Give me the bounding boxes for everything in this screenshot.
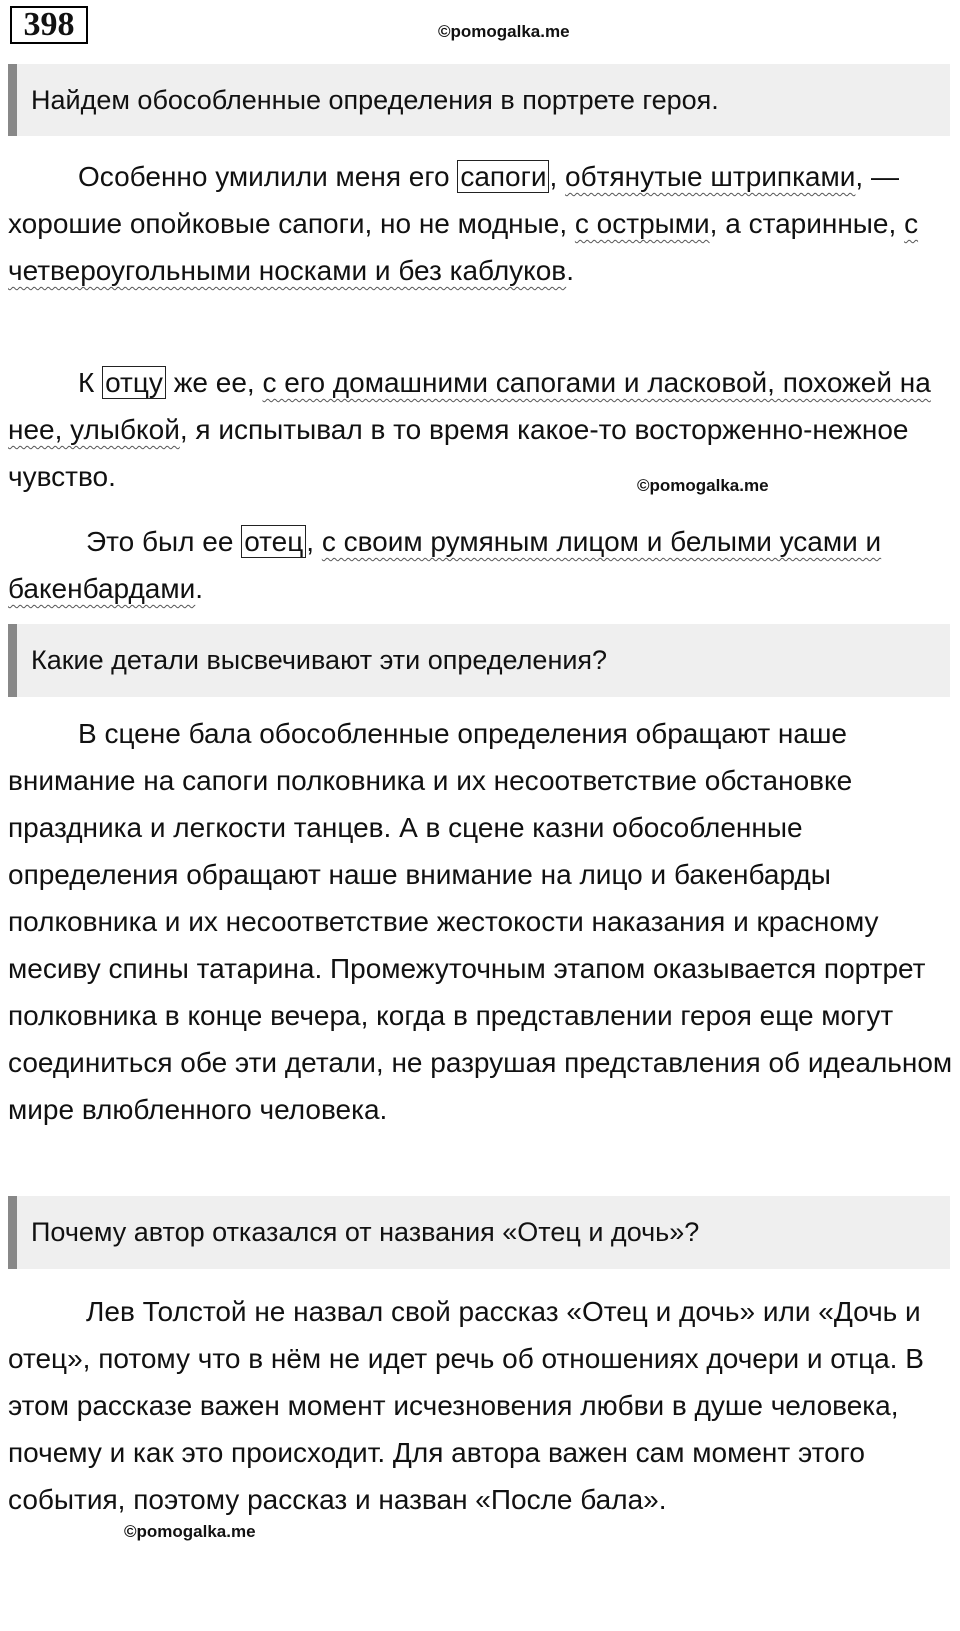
boxed-word: сапоги bbox=[457, 160, 549, 193]
boxed-word: отец bbox=[241, 525, 306, 558]
text-span: же ее, bbox=[165, 367, 263, 398]
isolated-definition: с четвероугольными носками и без каблуков bbox=[8, 208, 919, 286]
question-3-text: Почему автор отказался от названия «Отец и дочь»? bbox=[31, 1217, 700, 1247]
text-span: Особенно умилили меня его bbox=[78, 161, 458, 192]
isolated-definition: с острыми bbox=[574, 208, 710, 239]
isolated-definition: с его домашними сапогами и ласковой, похожей на нее, улыбкой bbox=[8, 367, 931, 445]
text-span: . bbox=[195, 573, 204, 604]
question-1-text: Найдем обособленные определения в портрете героя. bbox=[31, 84, 719, 115]
quote-paragraph-2 bbox=[8, 359, 954, 500]
watermark: ©pomogalka.me bbox=[124, 1522, 256, 1541]
text-span: Это был ее bbox=[86, 526, 242, 557]
isolated-definition: с своим румяным лицом и белыми усами и бакенбардами bbox=[8, 526, 882, 604]
question-3 bbox=[8, 1196, 950, 1269]
text-span: , а старинные, bbox=[709, 208, 905, 239]
question-1 bbox=[8, 64, 950, 136]
isolated-definition: обтянутые штрипками bbox=[565, 161, 856, 192]
quote-paragraph-3 bbox=[8, 518, 954, 612]
answer-paragraph-1: В сцене бала обособленные определения обращают наше внимание на сапоги полковника и их несоответствие обстановке праздника и легкости танцев. А в сцене казни обособленные определения обращают наше внимание на лицо и бакенбарды полковника и их несоответствие жестокости наказания и красному месиву спины татарина. Промежуточным этапом оказывается портрет полковника в конце вечера, когда в представлении героя еще могут соединиться обе эти детали, не разрушая представления об идеальном мире влюбленного человека. bbox=[8, 718, 953, 1125]
text-span: , я испытывал в то время какое-то восторженно-нежное чувство. bbox=[8, 414, 909, 492]
answer-paragraph-2: Лев Толстой не назвал свой рассказ «Отец и дочь» или «Дочь и отец», потому что в нём не идет речь об отношениях дочери и отца. В этом рассказе важен момент исчезновения любви в душе человека, почему и как это происходит. Для автора важен сам момент этого события, поэтому рассказ и назван «После бала». bbox=[8, 1296, 924, 1515]
text-span: , bbox=[306, 526, 322, 557]
quote-paragraph-1 bbox=[8, 153, 954, 294]
question-2-text: Какие детали высвечивают эти определения? bbox=[31, 645, 608, 675]
watermark: ©pomogalka.me bbox=[637, 476, 769, 495]
task-number: 398 bbox=[10, 6, 88, 44]
text-span: . bbox=[566, 255, 574, 286]
text-span: , bbox=[549, 161, 566, 192]
text-span: , — хорошие опойковые сапоги, но не модные, bbox=[8, 161, 899, 239]
boxed-word: отцу bbox=[102, 366, 166, 399]
watermark: ©pomogalka.me bbox=[438, 22, 570, 41]
text-span: К bbox=[78, 367, 103, 398]
question-2 bbox=[8, 624, 950, 697]
